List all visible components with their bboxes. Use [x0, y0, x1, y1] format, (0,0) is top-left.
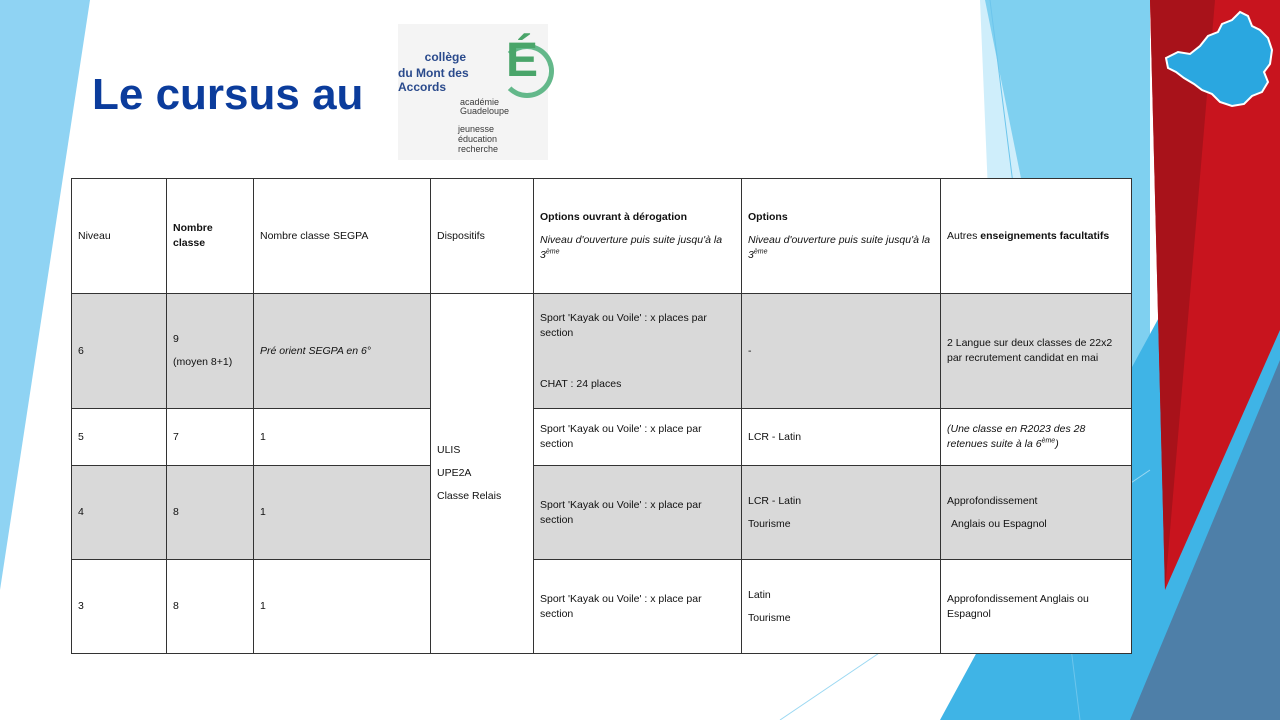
- table-header-row: [72, 179, 1132, 294]
- cell-niveau: 5: [72, 409, 167, 466]
- cell-options-derogation: Sport 'Kayak ou Voile' : x place par section: [534, 466, 742, 560]
- cell-nombre-classe: 7: [167, 409, 254, 466]
- cell-options-derogation: [534, 294, 742, 409]
- college-logo: [398, 24, 548, 160]
- header-nombre-segpa: [254, 179, 431, 294]
- header-nombre-classe-label: Nombre classe: [173, 222, 213, 249]
- cell-options-derogation-text: Sport 'Kayak ou Voile' : x places par section: [540, 311, 707, 339]
- dispositif-item: ULIS: [437, 444, 461, 456]
- header-options-derogation-sub: [540, 234, 722, 261]
- cell-autres-extra: Anglais ou Espagnol: [951, 517, 1047, 530]
- header-niveau-label: Niveau: [78, 229, 111, 242]
- cell-autres: 2 Langue sur deux classes de 22x2 par recrutement candidat en mai: [941, 294, 1132, 409]
- cell-options: [742, 560, 941, 654]
- cell-nombre-classe: [167, 294, 254, 409]
- cell-niveau: 3: [72, 560, 167, 654]
- header-autres-bold: enseignements facultatifs: [980, 229, 1110, 242]
- curriculum-table: [71, 178, 1132, 654]
- cell-nombre-classe-value: 9: [173, 333, 179, 345]
- cell-options-derogation: Sport 'Kayak ou Voile' : x place par section: [534, 409, 742, 466]
- logo-ministry-line: éducation: [458, 134, 498, 144]
- cell-options-extra: Tourisme: [748, 517, 791, 530]
- dispositif-item: UPE2A: [437, 467, 472, 479]
- dispositif-item: Classe Relais: [437, 490, 502, 502]
- cell-autres: Approfondissement Anglais ou Espagnol: [941, 560, 1132, 654]
- header-options-derogation-title: Options ouvrant à dérogation: [540, 210, 688, 223]
- cell-segpa: 1: [254, 466, 431, 560]
- logo-academy: [460, 98, 509, 116]
- cell-nombre-classe: 8: [167, 466, 254, 560]
- logo-letter: É: [506, 34, 539, 87]
- cell-niveau: 4: [72, 466, 167, 560]
- cell-options: LCR - Latin: [742, 409, 941, 466]
- header-options-derogation: [534, 179, 742, 294]
- cell-autres-sup: ème: [1041, 437, 1056, 445]
- cell-options: [742, 466, 941, 560]
- logo-academy-line: académie: [460, 97, 500, 107]
- header-autres-prefix: Autres: [947, 229, 981, 242]
- header-autres: [941, 179, 1132, 294]
- logo-ministry-line: jeunesse: [458, 124, 495, 134]
- table-row: [72, 294, 1132, 409]
- logo-line-college: collège: [424, 50, 466, 64]
- header-nombre-classe: [167, 179, 254, 294]
- cell-segpa: Pré orient SEGPA en 6°: [254, 294, 431, 409]
- cell-nombre-classe: 8: [167, 560, 254, 654]
- logo-ministry-line: recherche: [458, 144, 499, 154]
- cell-segpa: 1: [254, 560, 431, 654]
- logo-academy-line: Guadeloupe: [460, 106, 510, 116]
- cell-autres-text: (Une classe en R2023 des 28 retenues suite à la 6: [947, 423, 1086, 450]
- header-options: [742, 179, 941, 294]
- cell-options-extra: Tourisme: [748, 611, 791, 624]
- header-nombre-segpa-label: Nombre classe SEGPA: [260, 229, 369, 242]
- table-row: [72, 466, 1132, 560]
- cell-autres-text: Approfondissement: [947, 494, 1038, 507]
- header-options-sub-text: Niveau d'ouverture puis suite jusqu'à la 3: [748, 233, 931, 261]
- table-row: [72, 560, 1132, 654]
- cell-options-derogation-extra: CHAT : 24 places: [540, 377, 622, 390]
- logo-line-name: du Mont des Accords: [398, 66, 469, 94]
- cell-dispositifs: [431, 294, 534, 654]
- header-options-derogation-sub-text: Niveau d'ouverture puis suite jusqu'à la 3: [540, 233, 723, 261]
- cell-options: -: [742, 294, 941, 409]
- logo-ministry: [458, 124, 498, 154]
- cell-options-text: Latin: [748, 588, 771, 601]
- header-options-title: Options: [748, 210, 788, 223]
- header-options-sub: [748, 234, 930, 261]
- table-row: [72, 409, 1132, 466]
- cell-autres: [941, 409, 1132, 466]
- cell-options-text: LCR - Latin: [748, 494, 802, 507]
- island-map-icon: [1160, 6, 1276, 114]
- header-dispositifs: [431, 179, 534, 294]
- slide-title: Le cursus au: [92, 70, 364, 119]
- cell-autres-end: ): [1055, 438, 1059, 450]
- cell-segpa: 1: [254, 409, 431, 466]
- cell-nombre-classe-detail: (moyen 8+1): [173, 356, 233, 368]
- cell-autres: [941, 466, 1132, 560]
- header-options-derogation-sup: ème: [545, 248, 560, 255]
- header-dispositifs-label: Dispositifs: [437, 229, 485, 242]
- header-options-sup: ème: [753, 248, 768, 255]
- cell-options-derogation: Sport 'Kayak ou Voile' : x place par section: [534, 560, 742, 654]
- header-niveau: [72, 179, 167, 294]
- cell-niveau: 6: [72, 294, 167, 409]
